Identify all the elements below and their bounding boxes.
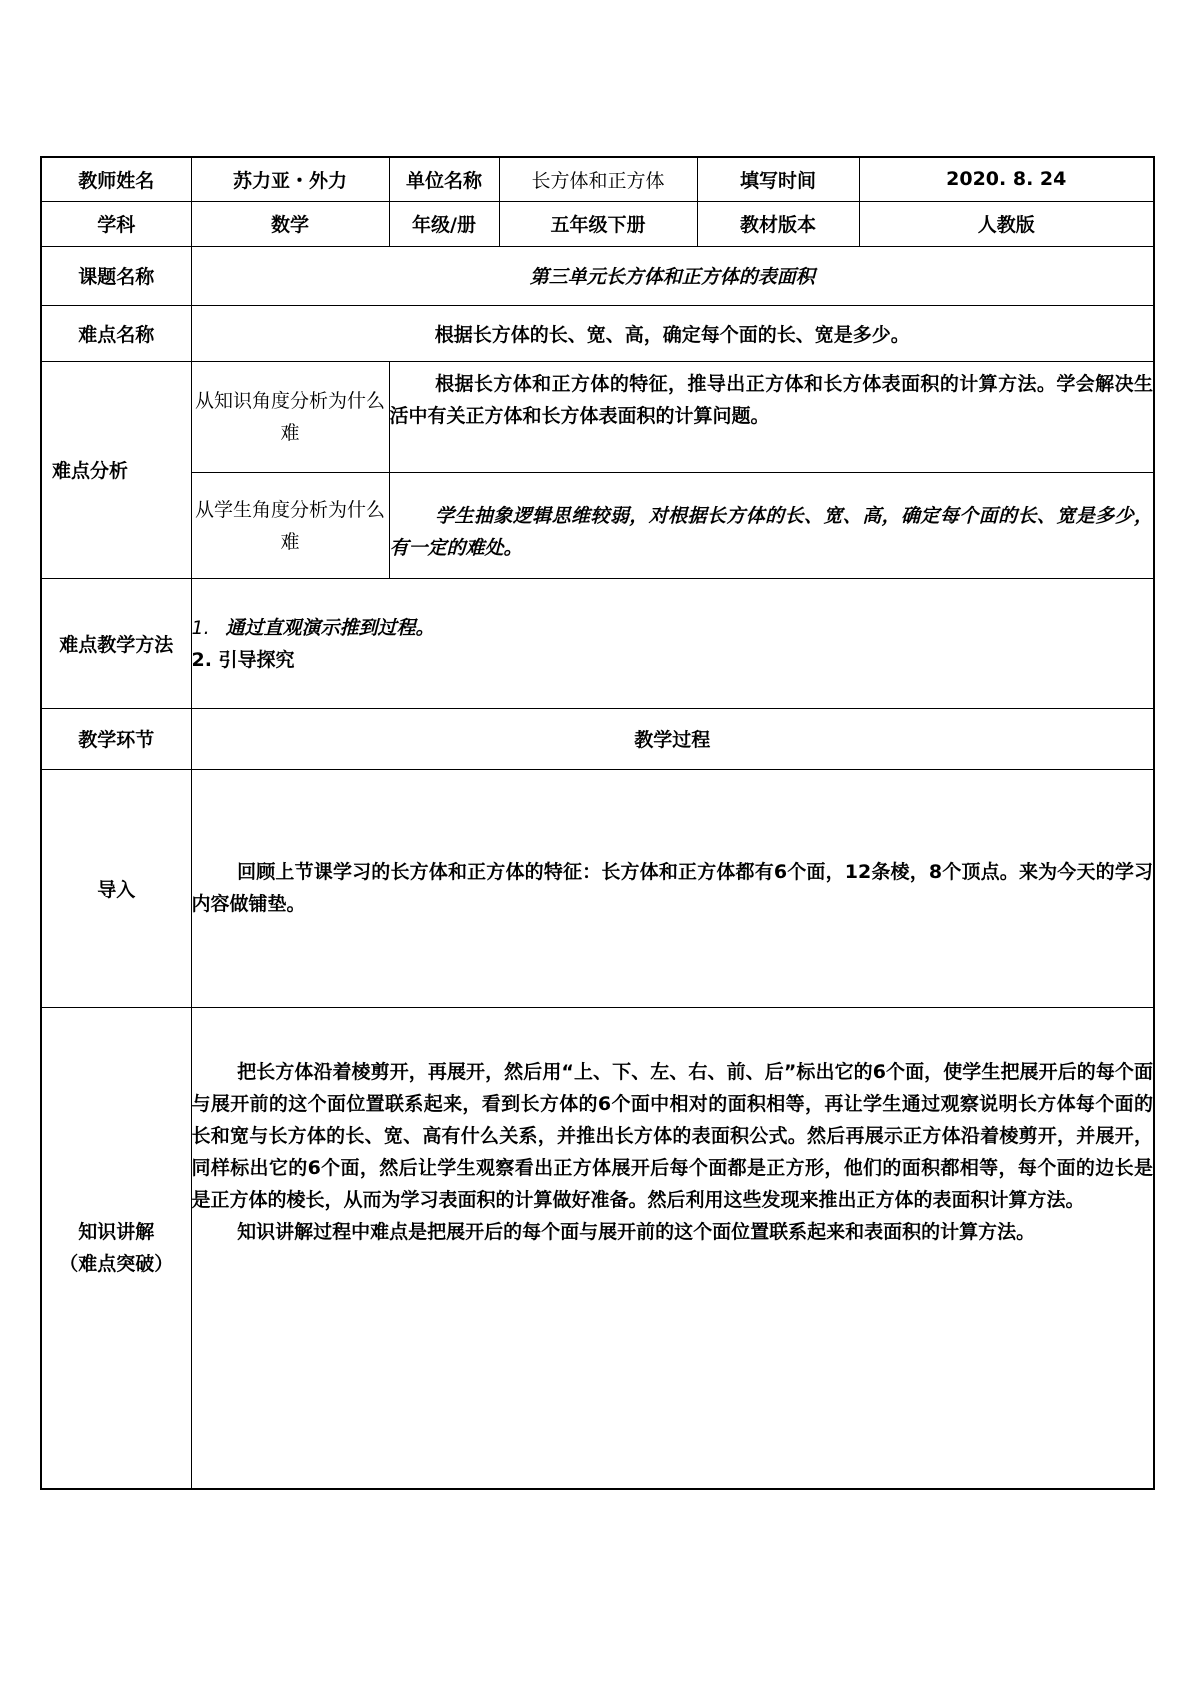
knowledge-content xyxy=(191,1007,1154,1489)
unit-value: 长方体和正方体 xyxy=(499,157,697,201)
knowledge-angle-text: 根据长方体和正方体的特征，推导出正方体和长方体表面积的计算方法。学会解决生活中有关正方体和长方体表面积的计算问题。 xyxy=(389,361,1154,473)
edition-value: 人教版 xyxy=(859,201,1154,246)
student-angle-text: 学生抽象逻辑思维较弱，对根据长方体的长、宽、高，确定每个面的长、宽是多少，有一定的难处。 xyxy=(389,473,1154,579)
intro-row xyxy=(41,769,1154,1007)
knowledge-label-line2: （难点突破） xyxy=(59,1252,174,1275)
method-item-1 xyxy=(192,612,1154,644)
knowledge-label xyxy=(41,1007,191,1489)
method-item-2: 2. 引导探究 xyxy=(191,648,295,671)
analysis-label: 难点分析 xyxy=(41,361,191,579)
topic-row xyxy=(41,246,1154,305)
difficulty-row xyxy=(41,305,1154,361)
teacher-label: 教师姓名 xyxy=(41,157,191,201)
header-row-2 xyxy=(41,201,1154,246)
edition-label: 教材版本 xyxy=(697,201,859,246)
knowledge-angle-label: 从知识角度分析为什么难 xyxy=(191,361,389,473)
knowledge-para-1: 把长方体沿着棱剪开，再展开，然后用“上、下、左、右、前、后”标出它的6个面，使学生把展开后的每个面与展开前的这个面位置联系起来，看到长方体的6个面中相对的面积相等，再让学生通过观察说明长方体每个面的长和宽与长方体的长、宽、高有什么关系，并推出长方体的表面积公式。然后再展示正方体沿着棱剪开，并展开，同样标出它的6个面，然后让学生观察看出正方体展开后每个面都是正方形，他们的面积都相等，每个面的边长是是正方体的棱长，从而为学习表面积的计算做好准备。然后利用这些发现来推出正方体的表面积计算方法。 xyxy=(191,1060,1153,1211)
knowledge-label-line1: 知识讲解 xyxy=(78,1220,155,1243)
process-label: 教学过程 xyxy=(191,708,1154,769)
date-value: 2020. 8. 24 xyxy=(859,157,1154,201)
difficulty-value: 根据长方体的长、宽、高，确定每个面的长、宽是多少。 xyxy=(191,305,1154,361)
analysis-knowledge-row xyxy=(41,361,1154,473)
topic-value: 第三单元长方体和正方体的表面积 xyxy=(191,246,1154,305)
method-label: 难点教学方法 xyxy=(41,579,191,708)
subject-label: 学科 xyxy=(41,201,191,246)
grade-value: 五年级下册 xyxy=(499,201,697,246)
grade-label: 年级/册 xyxy=(389,201,499,246)
stage-label: 教学环节 xyxy=(41,708,191,769)
analysis-student-row xyxy=(41,473,1154,579)
header-row-1 xyxy=(41,157,1154,201)
intro-label: 导入 xyxy=(41,769,191,1007)
subject-value: 数学 xyxy=(191,201,389,246)
method-item-1-text: 通过直观演示推到过程。 xyxy=(225,616,435,639)
method-row xyxy=(41,579,1154,708)
knowledge-para-2: 知识讲解过程中难点是把展开后的每个面与展开前的这个面位置联系起来和表面积的计算方法。 xyxy=(237,1220,1036,1243)
student-angle-label: 从学生角度分析为什么难 xyxy=(191,473,389,579)
unit-label: 单位名称 xyxy=(389,157,499,201)
intro-text: 回顾上节课学习的长方体和正方体的特征：长方体和正方体都有6个面，12条棱，8个顶点。来为今天的学习内容做铺垫。 xyxy=(191,769,1154,1007)
date-label: 填写时间 xyxy=(697,157,859,201)
method-content xyxy=(191,579,1154,708)
topic-label: 课题名称 xyxy=(41,246,191,305)
method-item-1-num: 1. xyxy=(191,616,210,639)
lesson-plan-table xyxy=(40,156,1155,1490)
knowledge-row xyxy=(41,1007,1154,1489)
teacher-value: 苏力亚・外力 xyxy=(191,157,389,201)
process-header-row xyxy=(41,708,1154,769)
difficulty-label: 难点名称 xyxy=(41,305,191,361)
